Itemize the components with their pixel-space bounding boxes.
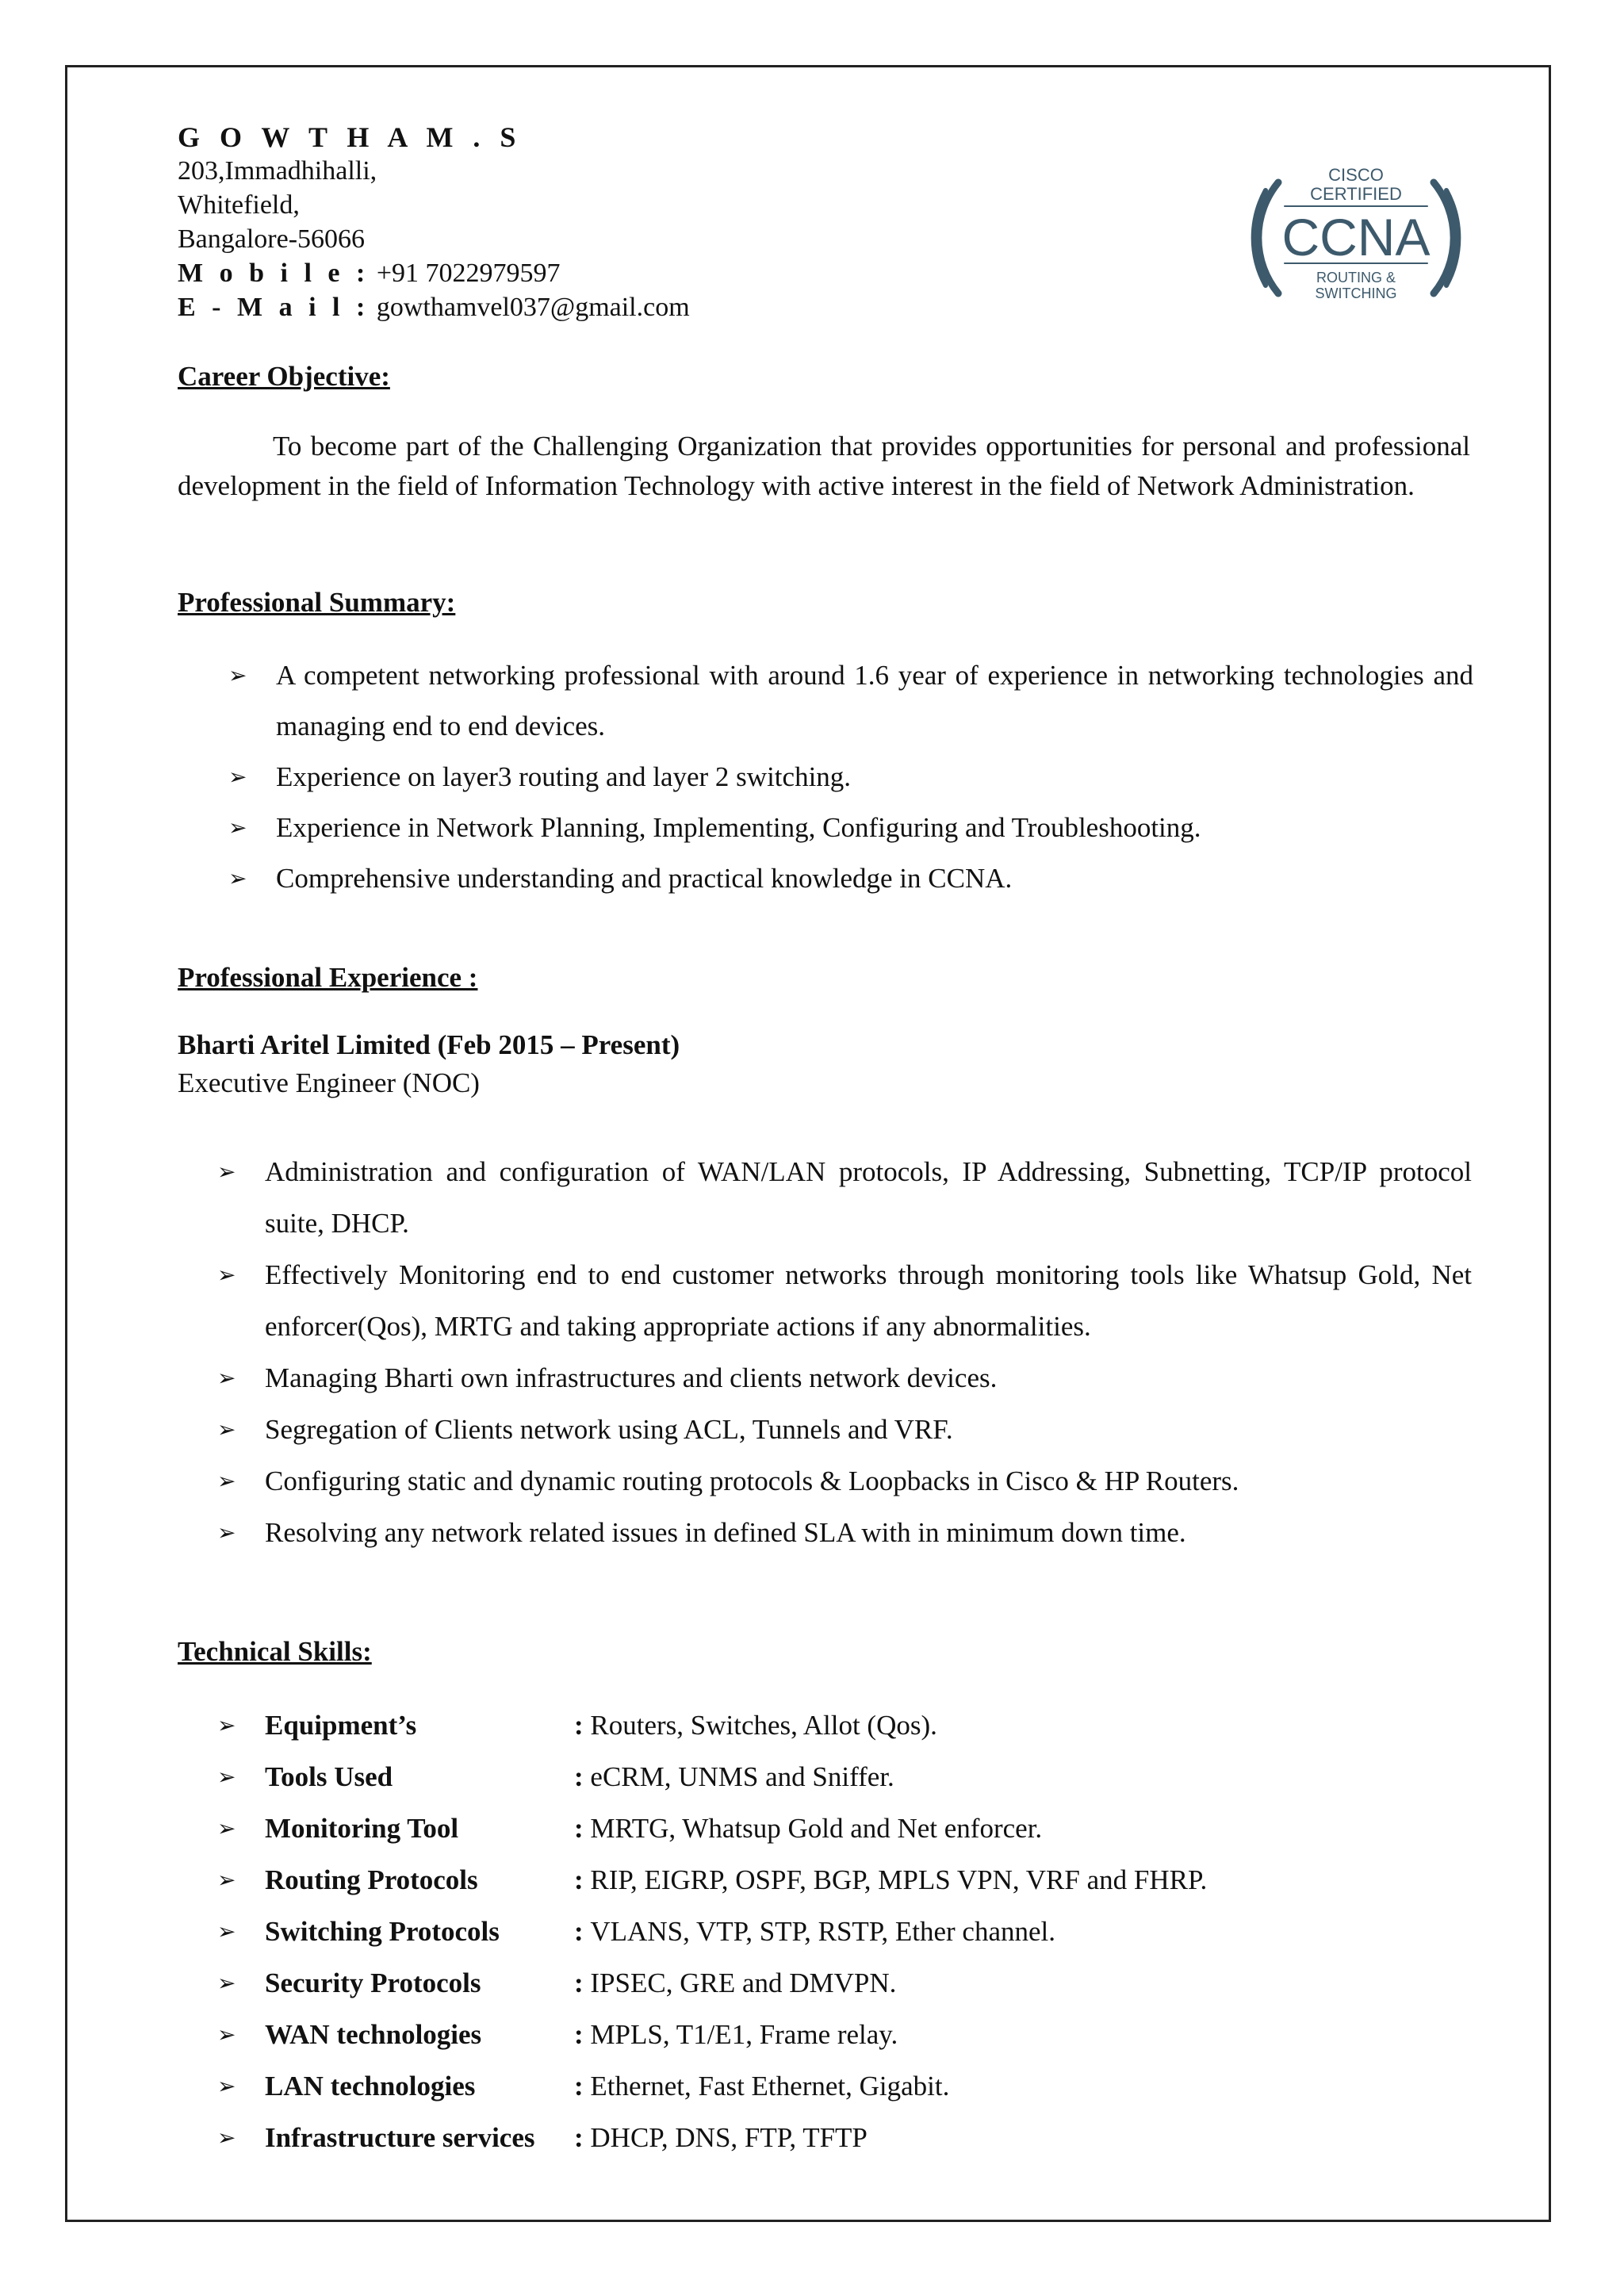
mobile-value: +91 7022979597: [370, 259, 561, 288]
skill-row: ➢ Security Protocols : IPSEC, GRE and DMVPN.: [265, 1957, 1472, 2009]
email-label: E - M a i l :: [178, 293, 370, 322]
arrow-bullet-icon: ➢: [228, 662, 247, 688]
career-objective-text: [178, 427, 1470, 506]
list-item: ➢ Resolving any network related issues in defined SLA with in minimum down time.: [265, 1507, 1472, 1558]
email-value: gowthamvel037@gmail.com: [370, 293, 690, 322]
skill-row: ➢ WAN technologies : MPLS, T1/E1, Frame relay.: [265, 2009, 1472, 2060]
skill-row: ➢ Equipment’s : Routers, Switches, Allot (Qos).: [265, 1699, 1472, 1751]
arrow-bullet-icon: ➢: [217, 2125, 236, 2151]
logo-text-certified: CERTIFIED: [1310, 184, 1402, 204]
arrow-bullet-icon: ➢: [217, 1416, 236, 1443]
summary-list: [228, 650, 1473, 904]
career-objective-heading: Career Objective:: [178, 361, 390, 392]
list-item: ➢ Experience in Network Planning, Implementing, Configuring and Troubleshooting.: [276, 803, 1473, 853]
candidate-name: G O W T H A M . S: [178, 121, 523, 153]
arrow-bullet-icon: ➢: [217, 2021, 236, 2048]
arrow-bullet-icon: ➢: [217, 1918, 236, 1944]
job-role: Executive Engineer (NOC): [178, 1067, 480, 1098]
technical-skills-heading: Technical Skills:: [178, 1636, 372, 1667]
professional-summary-heading: Professional Summary:: [178, 587, 456, 618]
logo-text-switching: SWITCHING: [1315, 285, 1397, 301]
skill-row: ➢ Tools Used : eCRM, UNMS and Sniffer.: [265, 1751, 1472, 1803]
arrow-bullet-icon: ➢: [228, 764, 247, 790]
address-line-3: Bangalore-56066: [178, 224, 366, 254]
list-item: ➢ Administration and configuration of WAN/LAN protocols, IP Addressing, Subnetting, TCP/IP protocol suite, DHCP.: [265, 1146, 1472, 1249]
logo-text-ccna: CCNA: [1281, 208, 1431, 266]
skill-row: ➢ Routing Protocols : RIP, EIGRP, OSPF, BGP, MPLS VPN, VRF and FHRP.: [265, 1854, 1472, 1906]
career-objective-body: To become part of the Challenging Organization that provides opportunities for personal and professional development in the field of Information Technology with active interest in the field of Network Administration.: [178, 431, 1470, 501]
logo-text-cisco: CISCO: [1328, 165, 1384, 185]
arrow-bullet-icon: ➢: [217, 1468, 236, 1494]
experience-list: [217, 1146, 1472, 1558]
logo-text-routing: ROUTING &: [1316, 270, 1396, 285]
arrow-bullet-icon: ➢: [228, 814, 247, 841]
cisco-ccna-logo: [1237, 159, 1475, 317]
skill-row: ➢ LAN technologies : Ethernet, Fast Ethernet, Gigabit.: [265, 2060, 1472, 2112]
address-line-2: Whitefield,: [178, 190, 300, 220]
company-name: Bharti Aritel Limited (Feb 2015 – Present): [178, 1029, 680, 1060]
mobile-label: M o b i l e :: [178, 259, 370, 288]
address-line-1: 203,Immadhihalli,: [178, 156, 377, 186]
arrow-bullet-icon: ➢: [217, 1867, 236, 1893]
list-item: ➢ Managing Bharti own infrastructures and clients network devices.: [265, 1352, 1472, 1404]
arrow-bullet-icon: ➢: [217, 1712, 236, 1738]
list-item: ➢ Configuring static and dynamic routing protocols & Loopbacks in Cisco & HP Routers.: [265, 1455, 1472, 1507]
list-item: ➢ Effectively Monitoring end to end customer networks through monitoring tools like Whatsup Gold, Net enforcer(Qos), MRTG and taking appropriate actions if any abnormalities.: [265, 1249, 1472, 1352]
arrow-bullet-icon: ➢: [217, 1519, 236, 1546]
skills-list: [217, 1699, 1472, 2163]
arrow-bullet-icon: ➢: [217, 1970, 236, 1996]
list-item: ➢ A competent networking professional with around 1.6 year of experience in networking technologies and managing end to end devices.: [276, 650, 1473, 752]
arrow-bullet-icon: ➢: [217, 2073, 236, 2099]
arrow-bullet-icon: ➢: [217, 1815, 236, 1841]
skill-row: ➢ Monitoring Tool : MRTG, Whatsup Gold and Net enforcer.: [265, 1803, 1472, 1854]
arrow-bullet-icon: ➢: [217, 1365, 236, 1391]
list-item: ➢ Segregation of Clients network using ACL, Tunnels and VRF.: [265, 1404, 1472, 1455]
arrow-bullet-icon: ➢: [217, 1764, 236, 1790]
professional-experience-heading: Professional Experience :: [178, 962, 478, 993]
company-line: [178, 1029, 680, 1061]
arrow-bullet-icon: ➢: [228, 865, 247, 891]
skill-row: ➢ Infrastructure services : DHCP, DNS, FTP, TFTP: [265, 2112, 1472, 2163]
arrow-bullet-icon: ➢: [217, 1262, 236, 1288]
skill-row: ➢ Switching Protocols : VLANS, VTP, STP, RSTP, Ether channel.: [265, 1906, 1472, 1957]
arrow-bullet-icon: ➢: [217, 1159, 236, 1185]
list-item: ➢ Experience on layer3 routing and layer 2 switching.: [276, 752, 1473, 803]
list-item: ➢ Comprehensive understanding and practical knowledge in CCNA.: [276, 853, 1473, 904]
